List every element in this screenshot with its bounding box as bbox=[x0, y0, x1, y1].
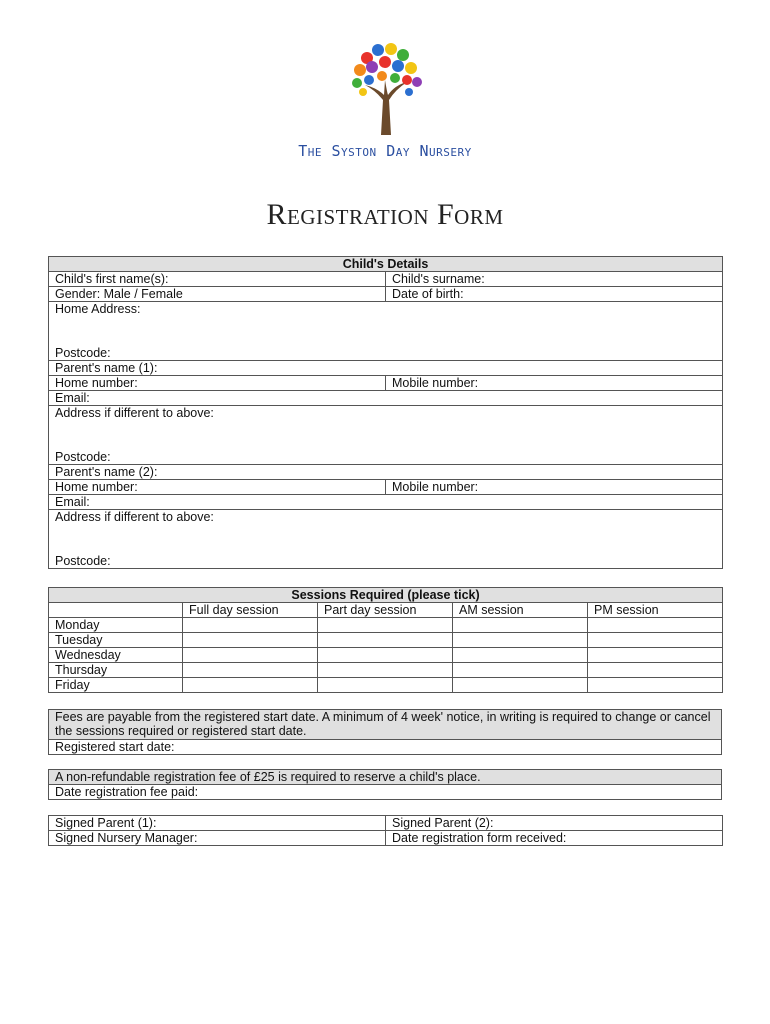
parent2-postcode-field[interactable]: Postcode: bbox=[49, 554, 723, 569]
session-tick-cell[interactable] bbox=[183, 633, 318, 648]
session-tick-cell[interactable] bbox=[588, 648, 723, 663]
first-name-field[interactable]: Child's first name(s): bbox=[49, 272, 386, 287]
gender-field[interactable]: Gender: Male / Female bbox=[49, 287, 386, 302]
fee-paid-date-field[interactable]: Date registration fee paid: bbox=[49, 785, 722, 800]
session-tick-cell[interactable] bbox=[453, 618, 588, 633]
postcode-field[interactable]: Postcode: bbox=[49, 346, 723, 361]
signatures-table bbox=[48, 815, 723, 846]
registration-fee-table bbox=[48, 769, 722, 800]
session-tick-cell[interactable] bbox=[183, 678, 318, 693]
day-label: Friday bbox=[49, 678, 183, 693]
sessions-corner-cell bbox=[49, 603, 183, 618]
fees-table bbox=[48, 709, 722, 755]
start-date-field[interactable]: Registered start date: bbox=[49, 740, 722, 755]
day-label: Thursday bbox=[49, 663, 183, 678]
signed-manager-field[interactable]: Signed Nursery Manager: bbox=[49, 831, 386, 846]
parent1-mobile-number-field[interactable]: Mobile number: bbox=[386, 376, 723, 391]
session-tick-cell[interactable] bbox=[183, 663, 318, 678]
sessions-heading: Sessions Required (please tick) bbox=[49, 588, 723, 603]
parent2-address-field[interactable]: Address if different to above: bbox=[49, 510, 723, 555]
session-tick-cell[interactable] bbox=[183, 618, 318, 633]
parent2-home-number-field[interactable]: Home number: bbox=[49, 480, 386, 495]
day-label: Tuesday bbox=[49, 633, 183, 648]
session-column-header: AM session bbox=[453, 603, 588, 618]
session-tick-cell[interactable] bbox=[318, 678, 453, 693]
session-tick-cell[interactable] bbox=[588, 678, 723, 693]
sessions-table bbox=[48, 587, 723, 693]
parent1-postcode-field[interactable]: Postcode: bbox=[49, 450, 723, 465]
signed-parent1-field[interactable]: Signed Parent (1): bbox=[49, 816, 386, 831]
session-tick-cell[interactable] bbox=[453, 648, 588, 663]
session-tick-cell[interactable] bbox=[318, 618, 453, 633]
tree-logo-icon bbox=[345, 40, 425, 135]
day-label: Wednesday bbox=[49, 648, 183, 663]
date-received-field[interactable]: Date registration form received: bbox=[386, 831, 723, 846]
signed-parent2-field[interactable]: Signed Parent (2): bbox=[386, 816, 723, 831]
form-title: Registration Form bbox=[266, 198, 504, 231]
childs-details-table bbox=[48, 256, 723, 569]
session-tick-cell[interactable] bbox=[588, 618, 723, 633]
parent2-email-field[interactable]: Email: bbox=[49, 495, 723, 510]
parent1-home-number-field[interactable]: Home number: bbox=[49, 376, 386, 391]
session-tick-cell[interactable] bbox=[183, 648, 318, 663]
home-address-field[interactable]: Home Address: bbox=[49, 302, 723, 347]
session-tick-cell[interactable] bbox=[318, 648, 453, 663]
session-tick-cell[interactable] bbox=[318, 633, 453, 648]
session-column-header: Full day session bbox=[183, 603, 318, 618]
parent2-name-field[interactable]: Parent's name (2): bbox=[49, 465, 723, 480]
session-column-header: Part day session bbox=[318, 603, 453, 618]
nursery-name: The Syston Day Nursery bbox=[298, 142, 472, 160]
parent2-mobile-number-field[interactable]: Mobile number: bbox=[386, 480, 723, 495]
session-tick-cell[interactable] bbox=[588, 633, 723, 648]
parent1-email-field[interactable]: Email: bbox=[49, 391, 723, 406]
fees-notice: Fees are payable from the registered start date. A minimum of 4 week' notice, in writing is required to change or cancel the sessions required or registered start date. bbox=[49, 710, 722, 740]
childs-details-heading: Child's Details bbox=[49, 257, 723, 272]
session-column-header: PM session bbox=[588, 603, 723, 618]
day-label: Monday bbox=[49, 618, 183, 633]
registration-fee-notice: A non-refundable registration fee of £25 is required to reserve a child's place. bbox=[49, 770, 722, 785]
dob-field[interactable]: Date of birth: bbox=[386, 287, 723, 302]
session-tick-cell[interactable] bbox=[453, 663, 588, 678]
session-tick-cell[interactable] bbox=[453, 633, 588, 648]
session-tick-cell[interactable] bbox=[588, 663, 723, 678]
surname-field[interactable]: Child's surname: bbox=[386, 272, 723, 287]
session-tick-cell[interactable] bbox=[318, 663, 453, 678]
session-tick-cell[interactable] bbox=[453, 678, 588, 693]
parent1-name-field[interactable]: Parent's name (1): bbox=[49, 361, 723, 376]
parent1-address-field[interactable]: Address if different to above: bbox=[49, 406, 723, 451]
